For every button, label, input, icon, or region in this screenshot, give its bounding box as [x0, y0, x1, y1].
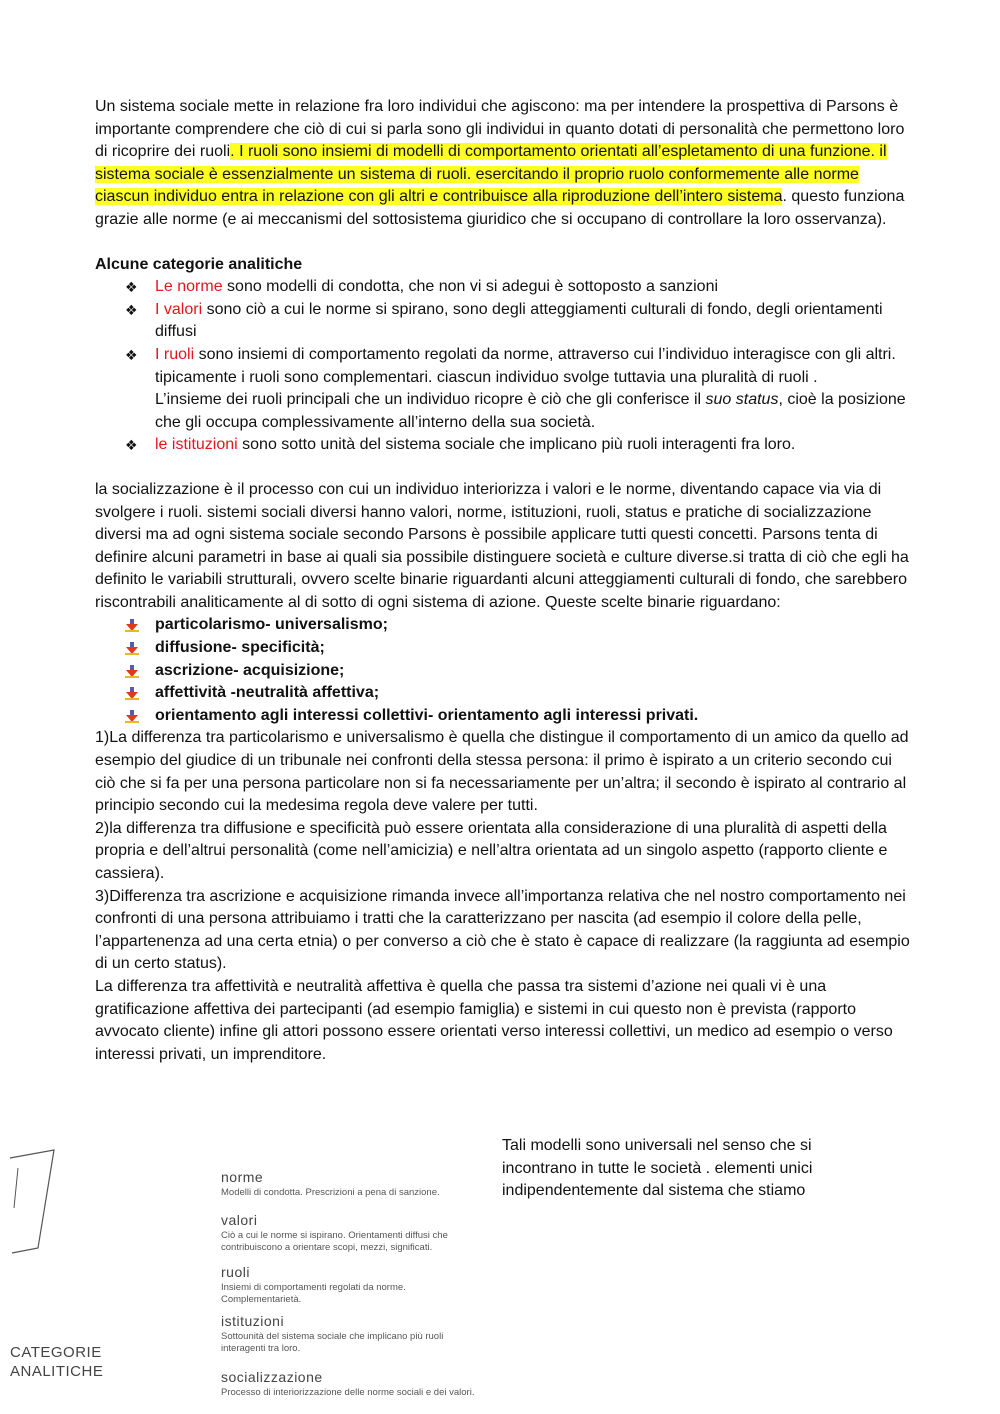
status-note-text: L’insieme dei ruoli principali che un individuo ricopre è ciò che gli conferisce il: [155, 391, 706, 409]
arrow-down-bullet-icon: [125, 641, 139, 655]
embedded-slide-image: [0, 1145, 500, 1414]
socialization-paragraph: la socializzazione è il processo con cui un individuo interiorizza i valori e le norme, diventando capace via via di svolgere i ruoli. sistemi sociali diversi hanno valori, norme, istituzioni, ruoli, status e pratiche di socializzazione diversi ma ad ogni sistema sociale secondo Parsons è possibile applicare tutti questi concetti. Parsons tenta di definire alcuni parametri in base ai quali sia possibile distinguere società e culture diverse.si tratta di ciò che egli ha definito le variabili strutturali, ovvero scelte binarie riguardanti alcuni atteggiamenti culturali di fondo, che sarebbero riscontrabili analiticamente al di sotto di ogni sistema di azione. Queste scelte binarie riguardano:: [95, 480, 909, 611]
category-term: I valori: [155, 300, 203, 318]
category-text: sono modelli di condotta, che non vi si adegui è sottoposto a sanzioni: [222, 278, 719, 296]
list-item: [125, 299, 910, 344]
explanation-paragraph: 2)la differenza tra diffusione e specificità può essere orientata alla considerazione di una pluralità di aspetti della propria e dell’altrui personalità (come nell’amicizia) e nell’altra orientata ad un singolo aspetto (rapporto cliente e cassiera).: [95, 819, 888, 882]
arrow-down-bullet-icon: [125, 664, 139, 678]
status-term: suo status: [705, 391, 779, 409]
intro-text: Un sistema sociale mette in relazione fra loro individui che agiscono: ma per intendere la prospettiva di Parsons è importante comprendere che ciò di cui si parla sono gli individui in quanto dotati di personalità che permettono loro di ricoprire dei ruoli: [95, 98, 905, 161]
list-item: [155, 614, 910, 637]
highlighted-text: . I ruoli sono insiemi di modelli di comportamento orientati all’espletamento di una funzione. il sistema sociale è essenzialmente un sistema di ruoli. esercitando il proprio ruolo conformemente alle norme ciascun individuo entra in relazione con gli altri e contribuisce alla riproduzione dell’intero sistema: [95, 143, 887, 206]
list-item: [155, 660, 910, 683]
side-note: Tali modelli sono universali nel senso che si incontrano in tutte le società . elementi unici indipendentemente dal sistema che stiamo: [502, 1137, 813, 1200]
diamond-bullet-icon: ❖: [125, 279, 138, 296]
variables-list: [95, 614, 910, 727]
slide-description: Ciò a cui le norme si ispirano. Orientamenti diffusi che contribuiscono a orientare scopi, mezzi, significati.: [221, 1230, 448, 1253]
slide-description: Insiemi di comportamenti regolati da norme. Complementarietà.: [221, 1282, 406, 1305]
slide-term: ruoli: [221, 1264, 250, 1280]
list-item: [125, 276, 910, 299]
arrow-down-bullet-icon: [125, 686, 139, 700]
categories-list: [95, 276, 910, 457]
intro-text-end: . questo funziona grazie alle norme (e ai meccanismi del sottosistema giuridico che si occupano di controllare la loro osservanza).: [95, 188, 905, 228]
slide-title-line: CATEGORIE: [10, 1344, 102, 1361]
arrow-down-bullet-icon: [125, 709, 139, 723]
category-term: le istituzioni: [155, 436, 238, 454]
intro-paragraph: [95, 96, 910, 232]
slide-term: norme: [221, 1169, 264, 1185]
slide-title-line: ANALITICHE: [10, 1363, 104, 1380]
explanation-paragraph: La differenza tra affettività e neutralità affettiva è quella che passa tra sistemi d’azione nei quali vi è una gratificazione affettiva dei partecipanti (ad esempio famiglia) e sistemi in cui questo non è prevista (rapporto avvocato cliente) infine gli attori possono essere orientati verso interessi collettivi, un medico ad esempio o verso interessi privati, un imprenditore.: [95, 977, 893, 1063]
variable-label: diffusione- specificità;: [155, 639, 325, 657]
category-term: I ruoli: [155, 345, 195, 363]
variable-label: affettività -neutralità affettiva;: [155, 684, 380, 702]
arrow-down-bullet-icon: [125, 618, 139, 632]
diamond-bullet-icon: ❖: [125, 301, 138, 318]
variable-label: orientamento agli interessi collettivi- orientamento agli interessi privati.: [155, 706, 699, 724]
list-item: [155, 637, 910, 660]
section-heading: Alcune categorie analitiche: [95, 255, 303, 273]
slide-description: Processo di interiorizzazione delle norme sociali e dei valori.: [221, 1387, 475, 1398]
category-text: sono sotto unità del sistema sociale che implicano più ruoli interagenti fra loro.: [237, 436, 796, 454]
category-text: sono insiemi di comportamento regolati da norme, attraverso cui l’individuo interagisce con gli altri. tipicamente i ruoli sono complementari. ciascun individuo svolge tuttavia una pluralità di ruoli .: [155, 345, 896, 386]
slide-title: [10, 1343, 103, 1381]
diamond-bullet-icon: ❖: [125, 437, 138, 454]
slide-description: Sottounità del sistema sociale che implicano più ruoli interagenti tra loro.: [221, 1331, 444, 1354]
status-note-text-end: , cioè la posizione che gli occupa complessivamente all’interno della sua società.: [155, 391, 906, 431]
slide-description: Modelli di condotta. Prescrizioni a pena di sanzione.: [221, 1187, 440, 1198]
slide-term: valori: [221, 1212, 258, 1228]
category-text: sono ciò a cui le norme si spirano, sono degli atteggiamenti culturali di fondo, degli orientamenti diffusi: [155, 300, 883, 341]
explanation-paragraph: 1)La differenza tra particolarismo e universalismo è quella che distingue il comportamento di un amico da quello ad esempio del giudice di un tribunale nei confronti della stessa persona: il primo è ispirato a un criterio secondo cui ciò che si fa per una persona particolare non si fa necessariamente per un’altra; il secondo è ispirato al contrario al principio secondo cui la medesima regola deve valere per tutti.: [95, 729, 909, 815]
explanation-paragraph: 3)Differenza tra ascrizione e acquisizione rimanda invece all’importanza relativa che nel nostro comportamento nei confronti di una persona attribuiamo i tratti che la caratterizzano per nascita (ad esempio il colore della pelle, l’appartenenza ad una certa etnia) o per converso a ciò che è stato è capace di realizzare (la raggiunta ad esempio di un certo status).: [95, 887, 910, 973]
category-term: Le norme: [155, 278, 223, 296]
list-item: [155, 705, 910, 728]
variable-label: particolarismo- universalismo;: [155, 616, 388, 634]
slide-term: socializzazione: [221, 1369, 323, 1385]
list-item: [125, 344, 910, 434]
status-note: [155, 389, 910, 434]
variable-label: ascrizione- acquisizione;: [155, 661, 345, 679]
list-item: [125, 434, 910, 457]
slide-term: istituzioni: [221, 1313, 285, 1329]
list-item: [155, 682, 910, 705]
document-body: [95, 96, 910, 1066]
diamond-bullet-icon: ❖: [125, 346, 138, 363]
